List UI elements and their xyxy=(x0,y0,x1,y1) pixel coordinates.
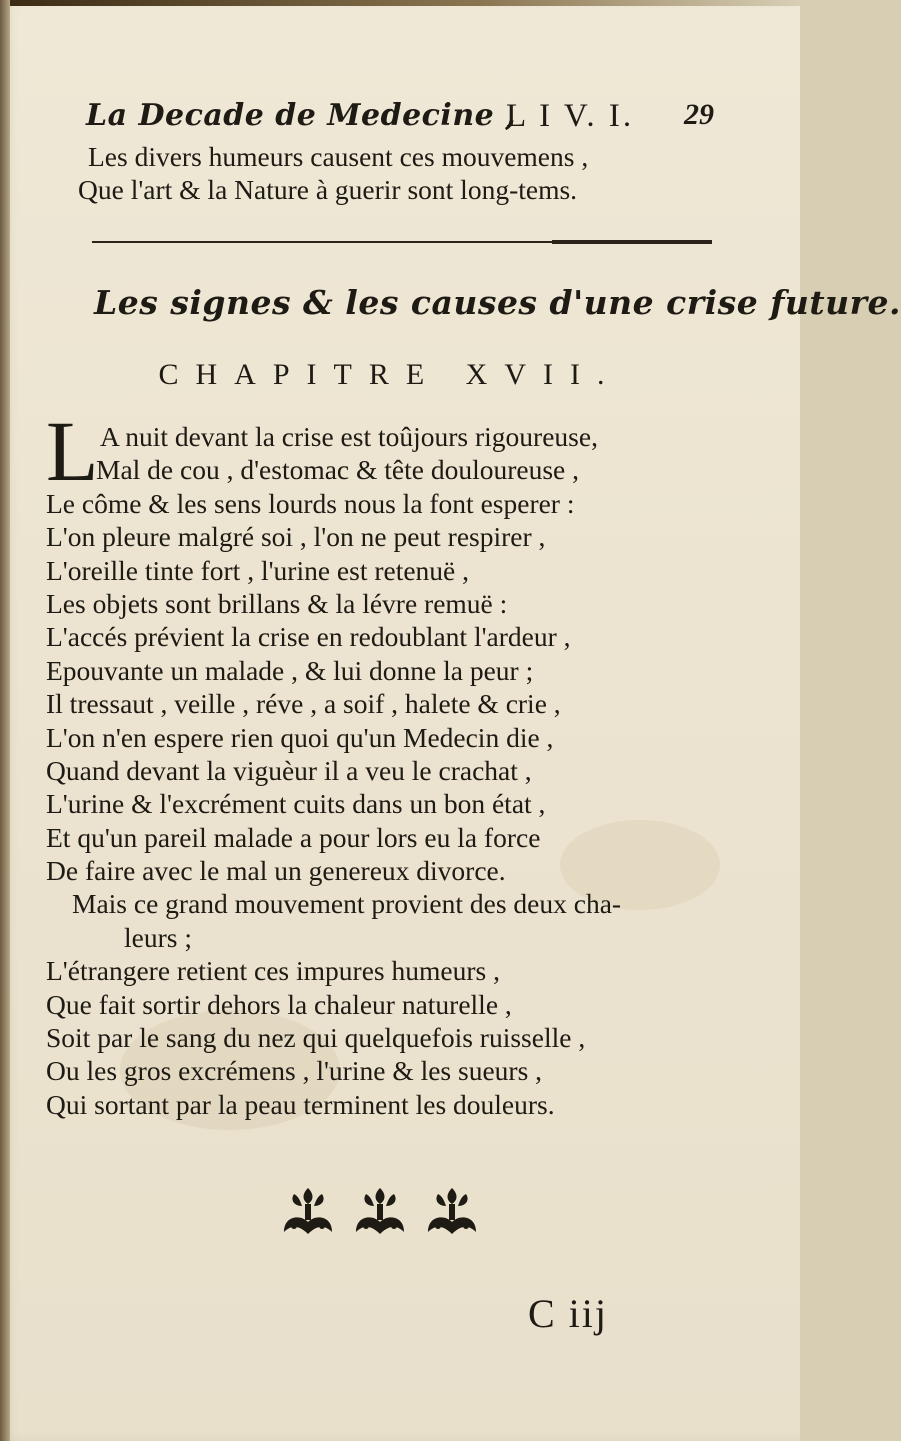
verse-line: De faire avec le mal un genereux divorce. xyxy=(46,855,506,887)
top-verses xyxy=(78,140,589,206)
verse-line: L'on n'en espere rien quoi qu'un Medecin die , xyxy=(46,721,554,753)
verse-line: L'on pleure malgré soi , l'on ne peut respirer , xyxy=(46,521,546,553)
running-head-title: La Decade de Medecine , xyxy=(86,98,517,133)
verse-line: Les divers humeurs causent ces mouvemens , xyxy=(88,141,589,172)
page-spine-shadow xyxy=(0,0,10,1441)
page-top-edge xyxy=(0,0,800,6)
verse-line: Qui sortant par la peau terminent les douleurs. xyxy=(46,1088,555,1120)
page-number: 29 xyxy=(684,98,714,131)
drop-cap: L xyxy=(46,403,99,499)
chapter-verses xyxy=(46,403,622,1121)
verse-line: L'oreille tinte fort , l'urine est retenuë , xyxy=(46,554,470,586)
verse-line: Epouvante un malade , & lui donne la peur ; xyxy=(46,654,534,686)
verse-line: Et qu'un pareil malade a pour lors eu la force xyxy=(46,821,541,853)
fleuron-icon xyxy=(352,1186,408,1238)
verse-line: Que l'art & la Nature à guerir sont long-tems. xyxy=(78,174,578,205)
verse-line: L'urine & l'excrément cuits dans un bon état , xyxy=(46,788,546,820)
verse-line: L'accés prévient la crise en redoublant l'ardeur , xyxy=(46,621,571,653)
verse-line: Quand devant la viguèur il a veu le crachat , xyxy=(46,754,532,786)
verse-line-continuation: leurs ; xyxy=(124,921,192,953)
verse-line: Les objets sont brillans & la lévre remuë : xyxy=(46,587,508,619)
section-title: Les signes & les causes d'une crise future. xyxy=(94,283,901,322)
fleuron-ornament xyxy=(280,1186,480,1238)
verse-line: Mal de cou , d'estomac & tête douloureuse , xyxy=(96,454,580,486)
verse-line: A nuit devant la crise est toûjours rigoureuse, xyxy=(100,421,598,452)
verse-line: L'étrangere retient ces impures humeurs , xyxy=(46,955,500,987)
verse-line: Ou les gros excrémens , l'urine & les sueurs , xyxy=(46,1055,543,1087)
verse-line: Que fait sortir dehors la chaleur naturelle , xyxy=(46,988,512,1020)
running-head-book: L I V. I. xyxy=(506,98,635,134)
verse-line: Soit par le sang du nez qui quelquefois ruisselle , xyxy=(46,1022,586,1054)
signature-mark: C iij xyxy=(528,1291,609,1336)
fleuron-icon xyxy=(424,1186,480,1238)
chapter-heading: CHAPITRE XVII. xyxy=(158,358,622,391)
fleuron-icon xyxy=(280,1186,336,1238)
verse-line: Il tressaut , veille , réve , a soif , halete & crie , xyxy=(46,688,561,720)
verse-line: Mais ce grand mouvement provient des deux cha- xyxy=(72,888,622,920)
running-head xyxy=(86,98,714,142)
verse-line: Le côme & les sens lourds nous la font esperer : xyxy=(46,487,575,519)
section-rule xyxy=(92,241,712,243)
